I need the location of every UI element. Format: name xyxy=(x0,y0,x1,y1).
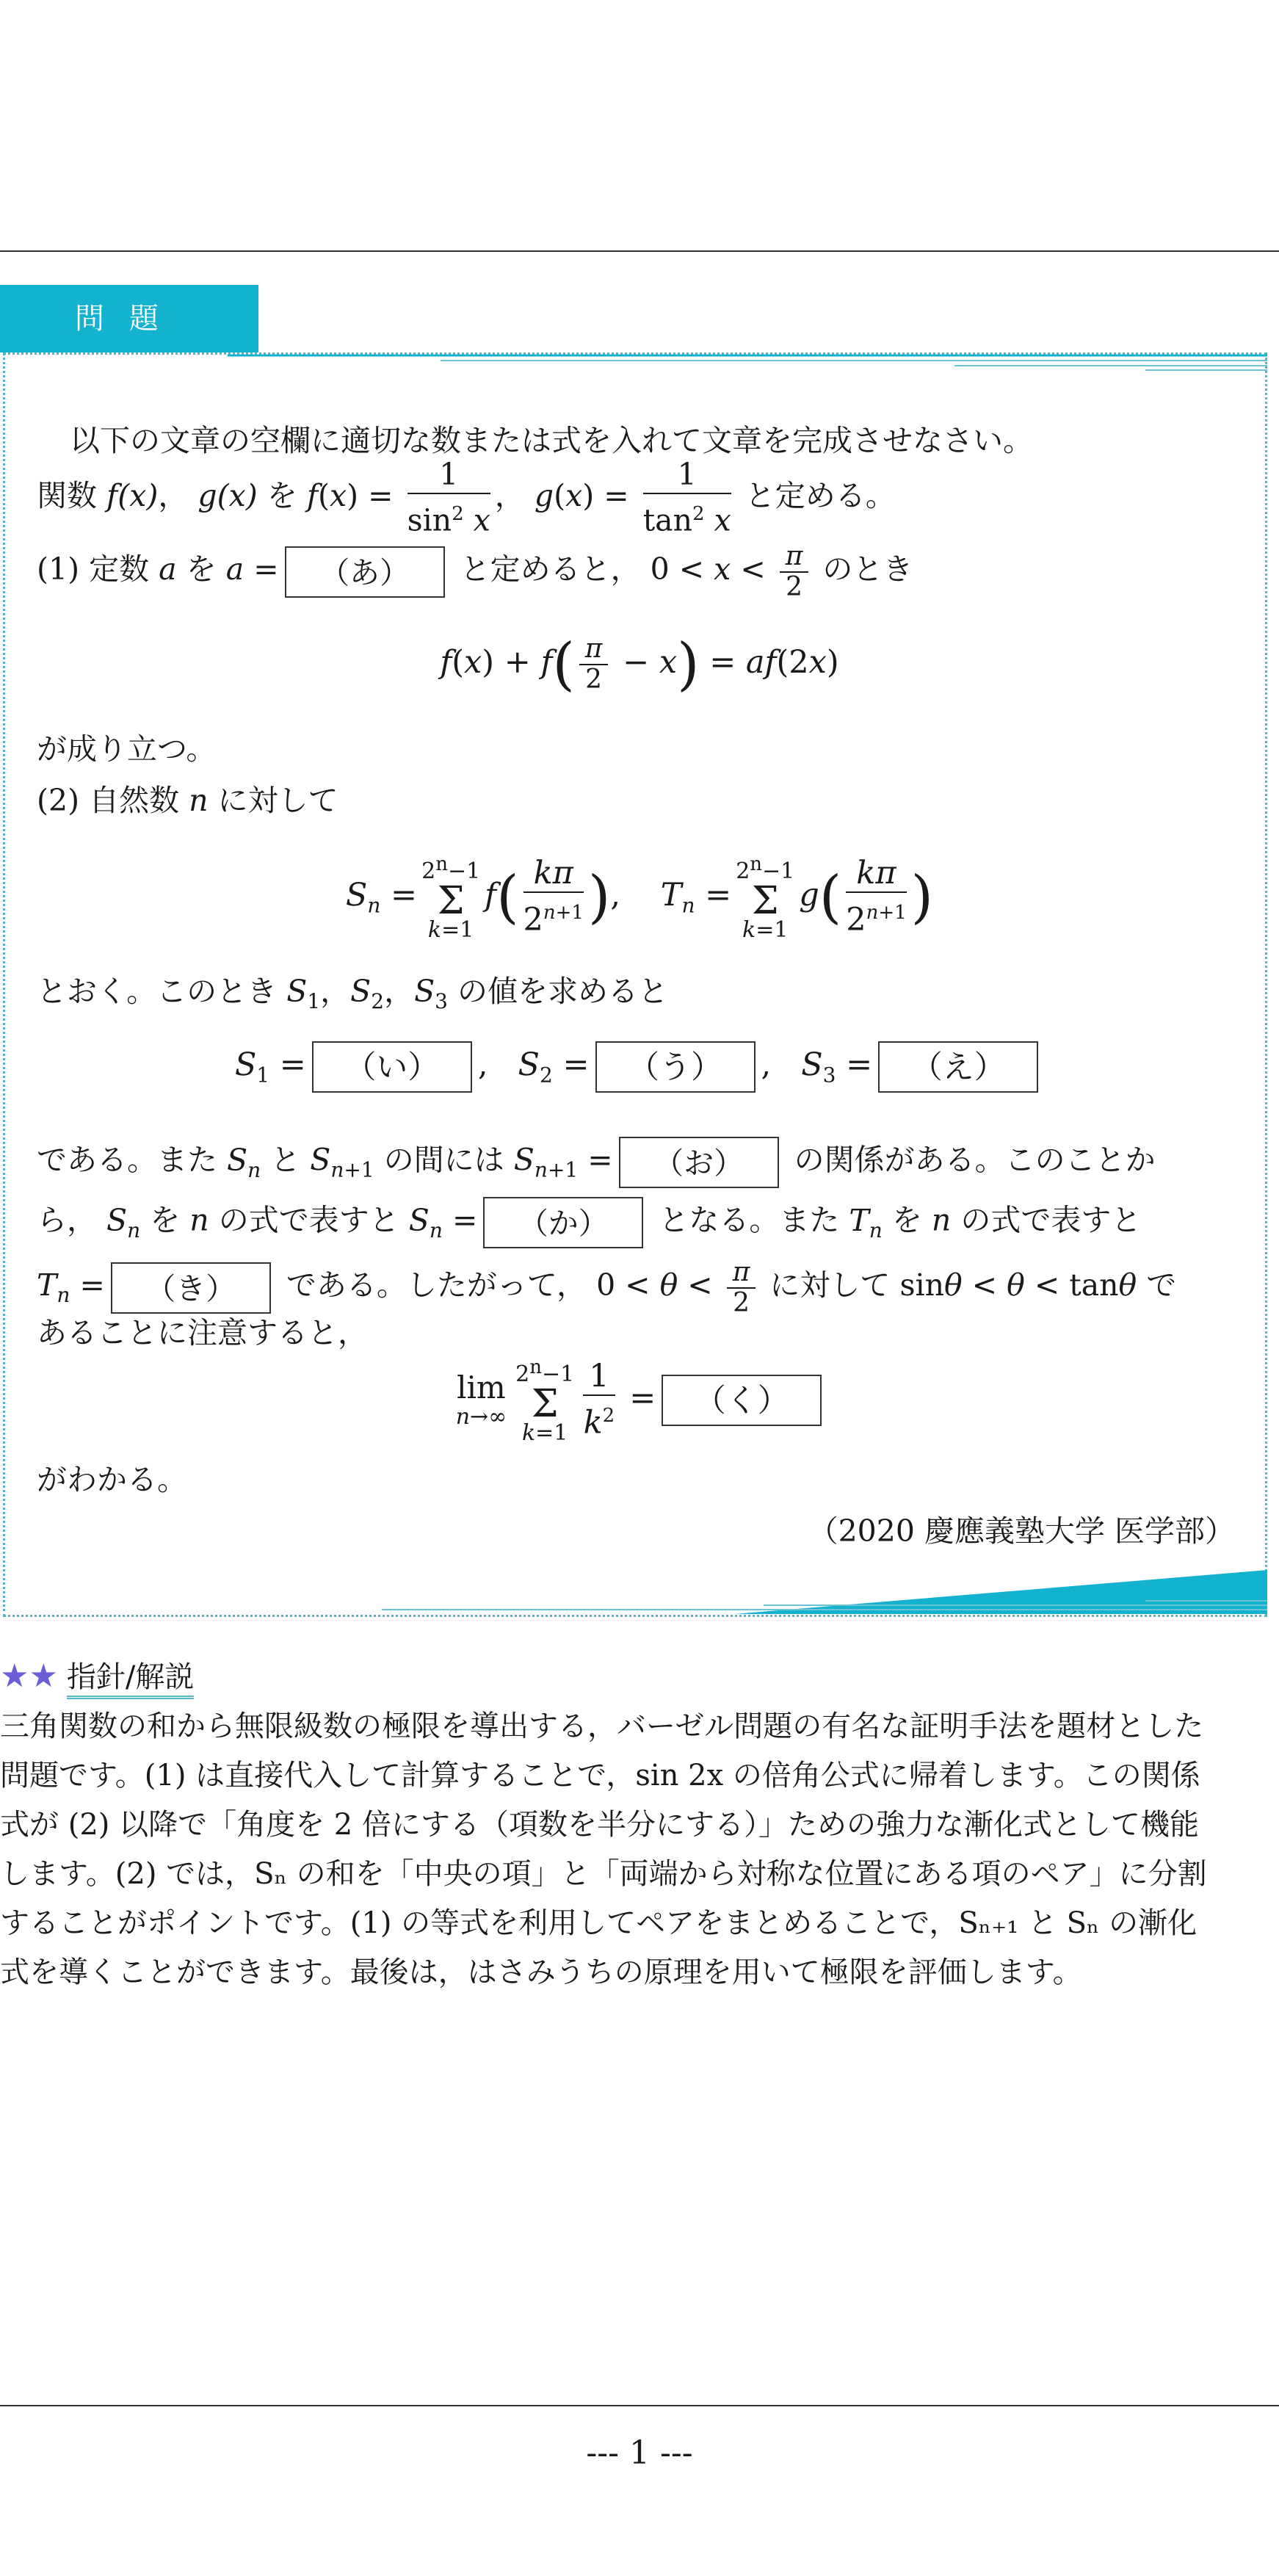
equation-1: f(x) + f( $\frac{\pi}{2}$ − x) = af(2x) xyxy=(440,632,839,698)
guide-line: することがポイントです。(1) の等式を利用してペアをまとめることで，Sₙ₊₁ と Sₙ の漸化 xyxy=(0,1906,1198,1940)
line-tn: $T_n$ = （き） である。したがって， 0 < θ < $\frac{\pi}{2}$ に対して sinθ < θ < tanθ で xyxy=(37,1256,1177,1318)
part1-line: (1) 定数 a を a = （あ） と定めると， 0 < x < $\frac{\pi}{2}$ のとき xyxy=(37,540,913,602)
text-a: である。また xyxy=(37,1142,217,1178)
part2-text-b: に対して xyxy=(217,783,338,818)
guide-heading xyxy=(0,1654,194,1698)
text-b2: を xyxy=(150,1202,181,1238)
decoration-bottom-wedge xyxy=(0,1564,1279,1623)
blank-ka: （か） xyxy=(483,1197,643,1248)
text-c4: で xyxy=(1146,1267,1177,1303)
part2-set: とおく。このとき $S_1$，$S_2$，$S_3$ の値を求めると xyxy=(37,974,669,1014)
blank-ki: （き） xyxy=(111,1262,271,1314)
guide-line: 式を導くことができます。最後は，はさみうちの原理を用いて極限を評価します。 xyxy=(0,1955,1082,1989)
guide-line: します。(2) では，Sₙ の和を「中央の項」と「両端から対称な位置にある項のペア」に分割 xyxy=(0,1857,1207,1891)
decoration-top-lines xyxy=(0,352,1279,382)
equation-sn-tn: $S_n =2^n-1$ Σ k=1f( $\frac{k\pi}{2^{n+1}}$ ), $T_n =2^n-1$ Σ k=1g( $\frac{k\pi}{2^{n+1}}$ ) xyxy=(345,853,934,943)
part1-wo: を xyxy=(186,551,217,587)
part2-set-text-b: の値を求めると xyxy=(457,974,669,1009)
part2-set-text: とおく。このとき xyxy=(37,974,278,1009)
fraction-pi-half: $\frac{\pi}{2}$ xyxy=(780,542,809,602)
blank-o: （お） xyxy=(619,1137,779,1188)
blank-e: （え） xyxy=(878,1041,1038,1093)
text-a4: の関係がある。このことか xyxy=(794,1142,1156,1178)
fraction-g: $\frac{1}{\tan^2 x}$ xyxy=(642,457,731,538)
part1-text: 定数 xyxy=(89,551,150,587)
line-note: あることに注意すると， xyxy=(37,1315,368,1350)
text-b3: の式で表すと xyxy=(218,1202,399,1238)
star-icon: ★★ xyxy=(0,1657,58,1695)
def-wo: を xyxy=(267,478,297,513)
def-suffix: と定める。 xyxy=(744,478,896,513)
top-rule xyxy=(0,250,1279,252)
fraction-f: $\frac{1}{\sin^2 x}$ xyxy=(407,457,490,538)
line-sn: ら， $S_n$ を n の式で表すと $S_n$ = （か） となる。また $T_n$ を n の式で表すと xyxy=(37,1197,1141,1253)
part1-text-c: と定めると， xyxy=(460,551,641,587)
part2-label: (2) xyxy=(37,783,80,818)
text-a3: の間には xyxy=(383,1142,504,1178)
def-gx: g(x) xyxy=(198,478,258,513)
blank-i: （い） xyxy=(312,1041,472,1093)
guide-title: 指針/解説 xyxy=(67,1660,194,1699)
blank-a: （あ） xyxy=(285,546,445,598)
part2-line: (2) 自然数 n に対して xyxy=(37,783,338,818)
text-b1: ら， xyxy=(37,1202,97,1238)
problem-intro: 以下の文章の空欄に適切な数または式を入れて文章を完成させなさい。 xyxy=(70,423,1033,458)
blank-ku: （く） xyxy=(662,1375,822,1426)
text-a2: と xyxy=(270,1142,301,1178)
problem-tab: 問題 xyxy=(0,285,258,352)
equation-s123: $S_1$ = （い） , $S_2$ = （う） , $S_3$ = （え） xyxy=(0,1041,1279,1093)
part1-holds: が成り立つ。 xyxy=(37,731,217,767)
equation-limit: lim $n\to\infty 2^n-1$ Σ k=1 $\frac{1}{k^2}$ = （く） xyxy=(0,1355,1279,1446)
text-c2: である。したがって， xyxy=(286,1267,587,1303)
text-b5: を xyxy=(891,1202,922,1238)
line-end: がわかる。 xyxy=(37,1462,187,1497)
part1-text-d: のとき xyxy=(822,551,913,587)
guide-line: 問題です。(1) は直接代入して計算することで，sin 2x の倍角公式に帰着します。この関係 xyxy=(0,1759,1200,1792)
text-b4: となる。また xyxy=(659,1202,840,1238)
guide-line: 三角関数の和から無限級数の極限を導出する，バーゼル問題の有名な証明手法を題材とした xyxy=(0,1710,1204,1743)
blank-u: （う） xyxy=(595,1041,756,1093)
part1-label: (1) xyxy=(37,551,80,587)
source-citation: （2020 慶應義塾大学 医学部） xyxy=(808,1513,1235,1549)
def-fx: f(x) xyxy=(106,478,159,513)
guide-line: 式が (2) 以降で「角度を 2 倍にする（項数を半分にする）」ための強力な漸化式として機能 xyxy=(0,1808,1199,1842)
bottom-rule xyxy=(0,2405,1279,2406)
part2-text: 自然数 xyxy=(89,783,180,818)
def-prefix: 関数 xyxy=(37,478,97,513)
text-c3: に対して xyxy=(769,1267,891,1303)
page-number: --- 1 --- xyxy=(586,2434,693,2472)
function-definition: 関数 f(x)， g(x) を f(x) = $\frac{1}{\sin^2 x}$ ， g(x) = $\frac{1}{\tan^2 x}$ と定める。 xyxy=(37,455,896,540)
line-recurrence: である。また $S_n$ と $S_{n+1}$ の間には $S_{n+1}$ = （お） の関係がある。このことか xyxy=(37,1137,1156,1193)
text-b6: の式で表すと xyxy=(960,1202,1142,1238)
